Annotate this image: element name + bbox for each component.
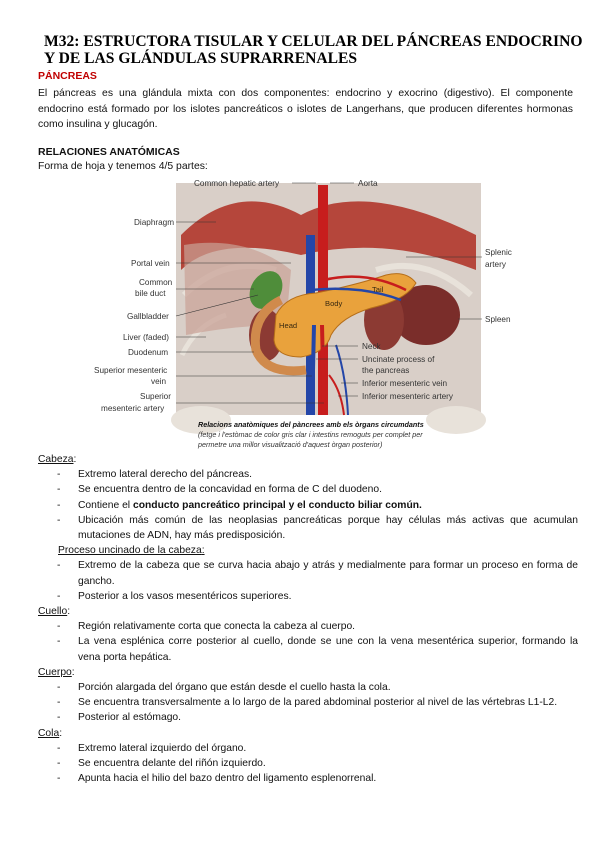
cabeza-heading: Cabeza:	[38, 454, 77, 465]
list-item: - Posterior al estómago.	[78, 710, 578, 725]
list-item: - Extremo de la cabeza que se curva hacia abajo y atrás y medialmente para formar un proceso en forma de gancho.	[78, 558, 578, 588]
cuello-list	[38, 619, 578, 665]
list-item: - Ubicación más común de las neoplasias pancreáticas porque hay células más activas que acumulan mutaciones de ADN, hay más predisposición.	[78, 513, 578, 543]
cuello-heading: Cuello:	[38, 606, 71, 618]
list-item: - La vena esplénica corre posterior al cuello, donde se une con la vena mesentérica superior, formando la vena porta hepática.	[78, 634, 578, 664]
hip-bone-shape	[426, 406, 486, 434]
figure-caption-line: (fetge i l'estòmac de color gris clar i intestins remoguts per complet per	[198, 430, 423, 439]
pancreas-anatomy-illustration	[86, 175, 516, 455]
relations-subtitle: Forma de hoja y tenemos 4/5 partes:	[38, 161, 208, 172]
list-item: - Región relativamente corta que conecta la cabeza al cuerpo.	[78, 619, 578, 634]
cola-list	[38, 741, 578, 787]
cuello-heading-text: Cuello	[38, 606, 68, 618]
label-duodenum: Duodenum	[128, 348, 169, 357]
organ-label-tail: Tail	[372, 285, 384, 294]
uncinate-heading: Proceso uncinado de la cabeza:	[58, 545, 205, 557]
cola-heading: Cola:	[38, 727, 63, 739]
label-gallbladder: Gallbladder	[127, 312, 169, 321]
label-inferior-mesenteric-artery: Inferior mesenteric artery	[362, 392, 454, 401]
label-liver-faded: Liver (faded)	[123, 333, 169, 342]
list-item-bold-text: conducto pancreático principal y el conducto biliar común.	[132, 499, 422, 511]
organ-label-body: Body	[325, 299, 343, 308]
pancreas-parts-section	[38, 452, 578, 786]
list-item: - Se encuentra transversalmente a lo largo de la pared abdominal posterior al nivel de las vértebras L1-L2.	[78, 695, 578, 710]
figure-caption-line: permetre una millor visualització d'aquest òrgan posterior)	[198, 440, 383, 449]
list-item: - Extremo lateral izquierdo del órgano.	[78, 741, 578, 756]
label-common-hepatic-artery: Common hepatic artery	[194, 179, 280, 188]
list-item: - Apunta hacia el hilio del bazo dentro del ligamento esplenorrenal.	[78, 771, 578, 786]
label-spleen: Spleen	[485, 315, 511, 324]
label-superior-mesenteric: Superior mesenteric	[94, 366, 168, 375]
label-portal-vein: Portal vein	[131, 259, 170, 268]
label-uncinate-process: Uncinate process of	[362, 355, 435, 364]
label-artery: artery	[485, 260, 506, 269]
label-the-pancreas: the pancreas	[362, 366, 410, 375]
uncinate-heading-text: Proceso uncinado de la cabeza	[58, 545, 202, 557]
page-title: M32: ESTRUCTORA TISULAR Y CELULAR DEL PÁNCREAS ENDOCRINO Y DE LAS GLÁNDULAS SUPRARRENALES	[44, 33, 583, 67]
superior-mesenteric-artery-shape	[322, 325, 324, 415]
label-common: Common	[139, 278, 173, 287]
label-diaphragm: Diaphragm	[134, 218, 175, 227]
list-item: - Posterior a los vasos mesentéricos superiores.	[78, 589, 578, 604]
list-item: - Se encuentra dentro de la concavidad en forma de C del duodeno.	[78, 482, 578, 497]
label-splenic: Splenic	[485, 248, 512, 257]
organ-label-head: Head	[279, 321, 298, 330]
label-inferior-mesenteric-vein: Inferior mesenteric vein	[362, 379, 448, 388]
label-bile-duct: bile duct	[135, 289, 166, 298]
list-item: - Porción alargada del órgano que están desde el cuello hasta la cola.	[78, 680, 578, 695]
relations-heading: RELACIONES ANATÓMICAS	[38, 146, 180, 158]
cuerpo-heading-text: Cuerpo	[38, 666, 72, 678]
cola-heading-text: Cola	[38, 727, 60, 739]
cuerpo-list	[38, 680, 578, 726]
anatomy-figure	[86, 175, 516, 455]
figure-caption-title: Relacions anatòmiques del pàncrees amb els òrgans circumdants	[198, 420, 424, 429]
label-superior: Superior	[140, 392, 171, 401]
list-item	[78, 498, 578, 513]
uncinate-list	[38, 558, 578, 604]
list-item: - Se encuentra delante del riñón izquierdo.	[78, 756, 578, 771]
list-item-text: Contiene el	[78, 499, 133, 511]
label-neck: Neck	[362, 342, 381, 351]
intro-paragraph: El páncreas es una glándula mixta con dos componentes: endocrino y exocrino (digestivo). El componente endocrino está formado por los islotes pancreáticos o islotes de Langerhans, que producen diferentes hormonas como insulina y glucagón.	[38, 88, 573, 130]
label-aorta: Aorta	[358, 179, 378, 188]
list-item: - Extremo lateral derecho del páncreas.	[78, 467, 578, 482]
label-vein: vein	[151, 377, 167, 386]
cabeza-list	[38, 467, 578, 543]
pancreas-heading: PÁNCREAS	[38, 70, 97, 82]
superior-mesenteric-vein-shape	[312, 325, 314, 415]
cuerpo-heading: Cuerpo:	[38, 666, 75, 678]
cabeza-heading-text: Cabeza	[38, 454, 74, 465]
label-mesenteric-artery: mesenteric artery	[101, 404, 165, 413]
